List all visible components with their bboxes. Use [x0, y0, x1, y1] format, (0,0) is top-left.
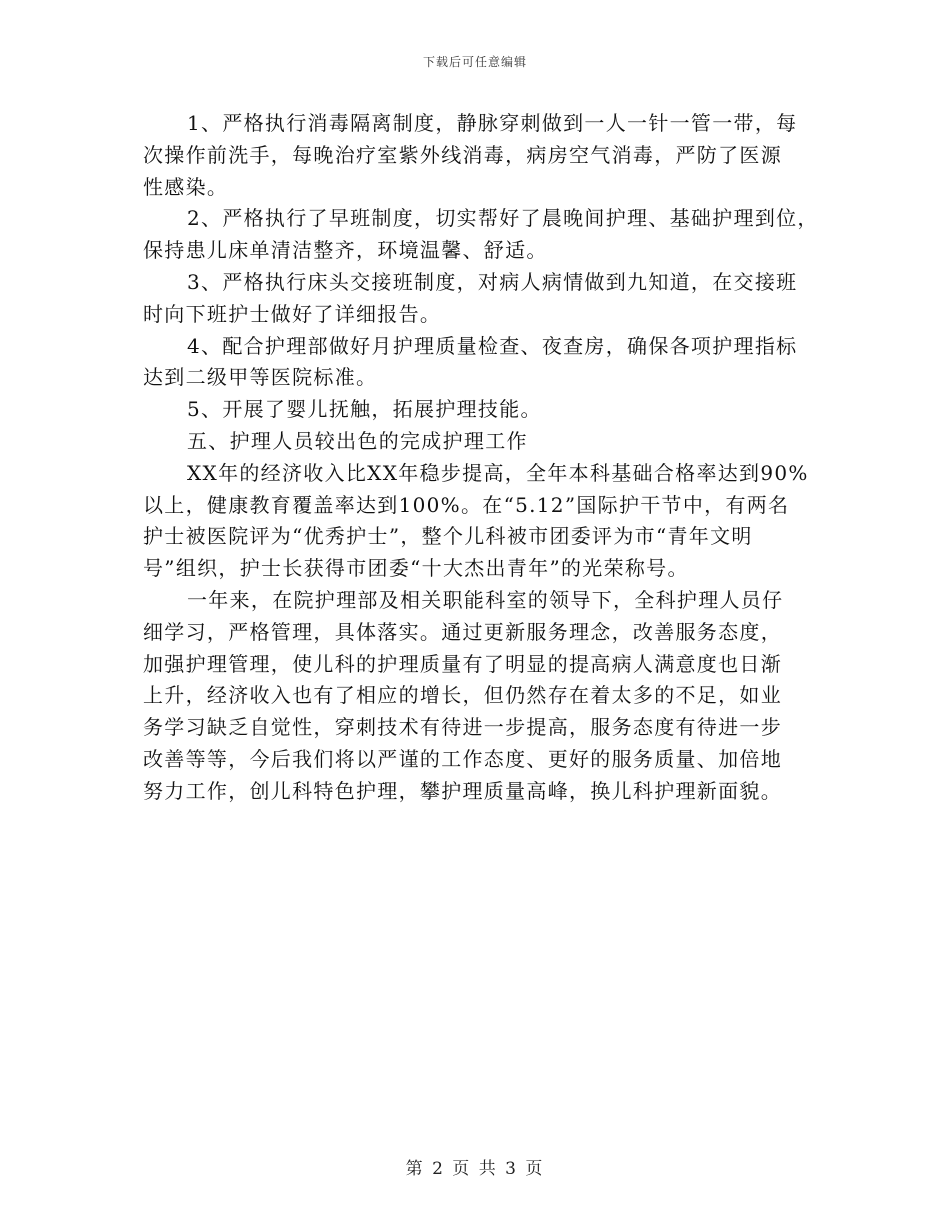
document-body — [143, 108, 819, 808]
paragraph-line: 改善等等，今后我们将以严谨的工作态度、更好的服务质量、加倍地 — [143, 746, 782, 771]
paragraph-line: 保持患儿床单清洁整齐，环境温馨、舒适。 — [143, 238, 548, 263]
paragraph-line: 号”组织，护士长获得市团委“十大杰出青年”的光荣称号。 — [143, 556, 689, 581]
paragraph-line: 性感染。 — [143, 174, 229, 199]
section-heading: 五、护理人员较出色的完成护理工作 — [187, 428, 528, 453]
page-number: 第 2 页 共 3 页 — [405, 1159, 545, 1179]
paragraph-line: 努力工作，创儿科特色护理，攀护理质量高峰，换儿科护理新面貌。 — [143, 778, 782, 803]
paragraph-line: 1、严格执行消毒隔离制度，静脉穿刺做到一人一针一管一带，每 — [187, 111, 798, 135]
paragraph-line: 细学习，严格管理，具体落实。通过更新服务理念，改善服务态度， — [143, 619, 782, 644]
paragraph-line: 上升，经济收入也有了相应的增长，但仍然存在着太多的不足，如业 — [143, 683, 782, 708]
paragraph-line: 达到二级甲等医院标准。 — [143, 365, 378, 390]
paragraph-line: 时向下班护士做好了详细报告。 — [143, 301, 442, 326]
paragraph-line: 务学习缺乏自觉性，穿刺技术有待进一步提高，服务态度有待进一步 — [143, 715, 782, 740]
paragraph-line: 3、严格执行床头交接班制度，对病人病情做到九知道，在交接班 — [187, 269, 798, 294]
paragraph-line: 次操作前洗手，每晚治疗室紫外线消毒，病房空气消毒，严防了医源 — [143, 142, 782, 167]
page-header: 下载后可任意编辑 — [422, 55, 527, 69]
paragraph-line: XX年的经济收入比XX年稳步提高，全年本科基础合格率达到90% — [187, 460, 809, 485]
paragraph-line: 2、严格执行了早班制度，切实帮好了晨晚间护理、基础护理到位， — [187, 206, 819, 231]
paragraph-line: 5、开展了婴儿抚触，拓展护理技能。 — [187, 397, 542, 422]
paragraph-line: 护士被医院评为“优秀护士”，整个儿科被市团委评为市“青年文明 — [143, 524, 753, 549]
paragraph-line: 4、配合护理部做好月护理质量检查、夜查房，确保各项护理指标 — [187, 333, 798, 358]
paragraph-line: 一年来，在院护理部及相关职能科室的领导下，全科护理人员仔 — [187, 587, 784, 612]
paragraph-line: 以上，健康教育覆盖率达到100%。在“5.12”国际护干节中，有两名 — [143, 492, 790, 517]
paragraph-line: 加强护理管理，使儿科的护理质量有了明显的提高病人满意度也日渐 — [143, 651, 782, 676]
